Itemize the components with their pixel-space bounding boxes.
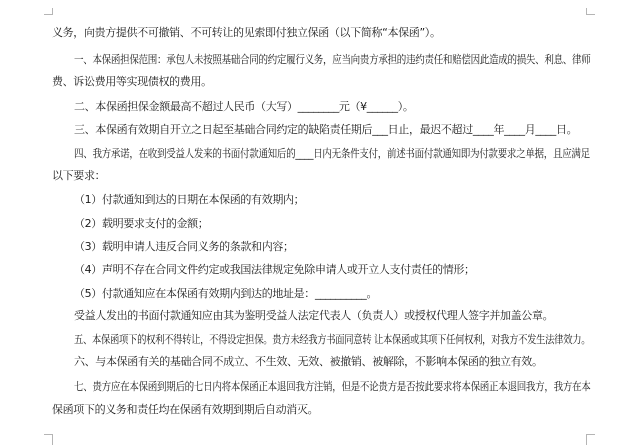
paragraph-line: 费、诉讼费用等实现债权的费用。 — [52, 75, 212, 88]
paragraph-line: 受益人发出的书面付款通知应由其为鉴明受益人法定代表人（负责人）或授权代理人签字并加盖公章。 — [74, 309, 554, 322]
page-corner-mark-bottom-left — [44, 434, 53, 445]
list-item: （5）付款通知应在本保函有效期内到达的地址是：__________。 — [74, 287, 378, 300]
paragraph-line: 三、本保函有效期自开立之日起至基础合同约定的缺陷责任期后___日止，最迟不超过____年____月____日。 — [74, 123, 578, 136]
paragraph-line: 四、我方承诺，在收到受益人发来的书面付款通知后的____日内无条件支付，前述书面付款通知即为付款要求之单据，且应满足 — [74, 147, 590, 160]
paragraph-line: 义务，向贵方提供不可撤销、不可转让的见索即付独立保函（以下简称“本保函”）。 — [52, 26, 441, 39]
paragraph-line: 一、本保函担保范围：承包人未按照基础合同的约定履行义务，应当向贵方承担的违约责任和赔偿因此造成的损失、利息、律师 — [74, 53, 591, 66]
page-corner-mark-top-right — [586, 8, 595, 15]
list-item: （3）载明申请人违反合同义务的条款和内容； — [74, 240, 294, 253]
page-corner-mark-top-left — [44, 8, 53, 15]
paragraph-line: 二、本保函担保金额最高不超过人民币（大写）________元（¥______）。 — [74, 100, 414, 113]
page-corner-mark-bottom-right — [586, 434, 595, 445]
list-item: （1）付款通知到达的日期在本保函的有效期内； — [74, 193, 305, 206]
list-item: （2）载明要求支付的金额； — [74, 217, 209, 230]
paragraph-line: 六、与本保函有关的基础合同不成立、不生效、无效、被撤销、被解除，不影响本保函的独立有效。 — [74, 355, 543, 368]
paragraph-line: 以下要求： — [52, 169, 106, 182]
paragraph-line: 五、本保函项下的权利不得转让，不得设定担保。贵方未经我方书面同意转 让本保函或其项下任何权利，对我方不发生法律效力。 — [74, 333, 591, 346]
paragraph-line: 七、贵方应在本保函到期后的七日内将本保函正本退回我方注销，但是不论贵方是否按此要求将本保函正本退回我方，我方在本 — [74, 380, 591, 393]
paragraph-line: 保函项下的义务和责任均在保函有效期到期后自动消灭。 — [52, 403, 319, 416]
list-item: （4）声明不存在合同文件约定或我国法律规定免除申请人或开立人支付责任的情形； — [74, 263, 475, 276]
